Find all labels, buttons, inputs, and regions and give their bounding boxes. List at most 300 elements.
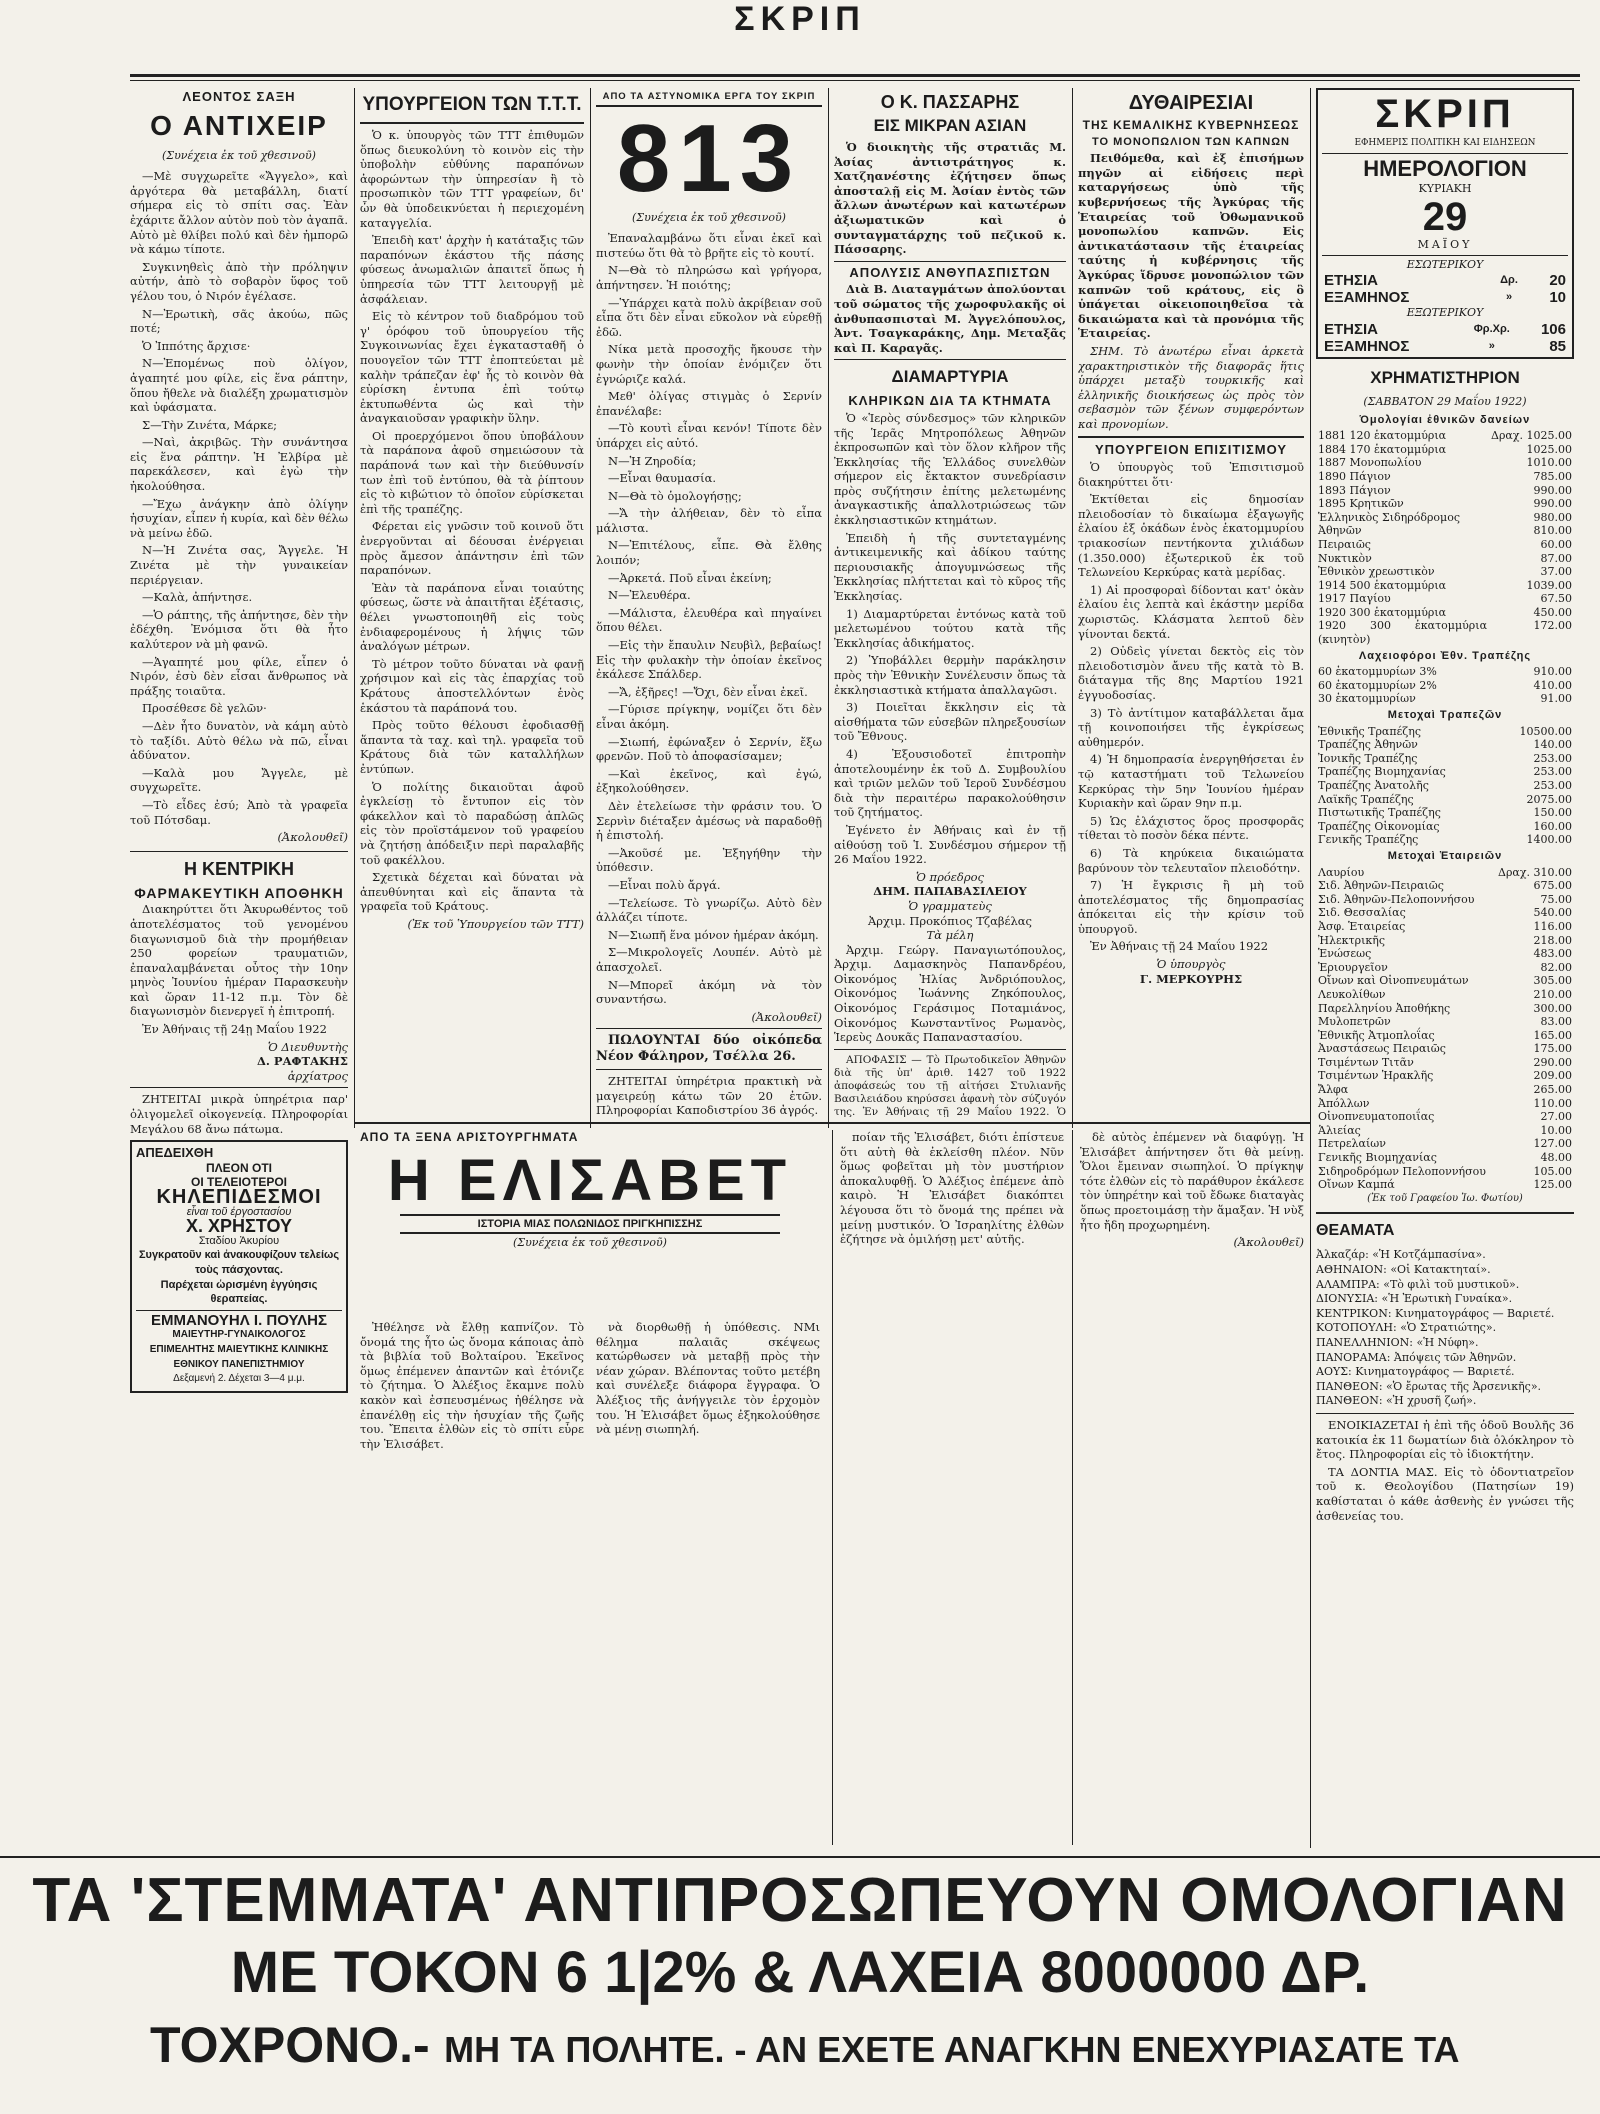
exchange-value: 60.00 xyxy=(1540,537,1572,551)
ad-line: Δεξαμενή 2. Δέχεται 3—4 μ.μ. xyxy=(173,1373,305,1385)
feuilleton-col-2 xyxy=(596,1320,820,1840)
feuilleton-title: Η ΕΛΙΣΑΒΕΤ xyxy=(387,1148,793,1213)
ad-line: Σταδίου Ἀκυρίου xyxy=(198,1234,280,1247)
paragraph: ΣΗΜ. Τὸ ἀνωτέρω εἶναι ἀρκετὰ χαρακτηριστικὸν τῆς διαφορᾶς ἥτις ὑπάρχει μεταξὺ τουρκικῆς καὶ ἑλληνικῆς διοικήσεως ὡς πρὸς τὸν σεβασμὸν τῶν ξένων συμφερόντων καὶ προνομίων. xyxy=(1078,343,1304,431)
exchange-value: 175.00 xyxy=(1533,1042,1572,1056)
calendar-date: 29 xyxy=(1422,195,1468,240)
exchange-item: Παρελληνίου Ἀποθήκης xyxy=(1318,1001,1451,1015)
exchange-row xyxy=(1316,1029,1574,1043)
exchange-value: 210.00 xyxy=(1533,987,1572,1001)
theatre-listing: ΔΙΟΝΥΣΙΑ: «Ἡ Ἐρωτικὴ Γυναίκα». xyxy=(1316,1292,1513,1306)
signature-role: Ὁ γραμματεὺς xyxy=(908,898,992,913)
classified-ad: ΠΩΛΟΥΝΤΑΙ δύο οἰκόπεδα Νέον Φάληρον, Τσέλλα 26. xyxy=(596,1033,822,1065)
paragraph: 4) Ἡ δημοπρασία ἐνεργηθήσεται ἐν τῷ καταστήματι τοῦ Τελωνείου Κερκύρας τὴν 5ην Ἰουνίου ἡμέραν Κυριακὴν καὶ ὥραν 9ην π.μ. xyxy=(1078,752,1304,811)
subscription-row xyxy=(1322,321,1568,338)
paragraph: —Καὶ ἐκεῖνος, καὶ ἐγώ, ἐξηκολούθησεν. xyxy=(596,766,822,796)
exchange-value: 67.50 xyxy=(1540,592,1572,606)
paragraph: —Ὁ ράπτης, τῆς ἀπήντησε, δὲν τὴν ἐδέχθη. Ἐνόμισα ὅτι θὰ ἦτο καλύτερον νὰ μὴ φανῶ. xyxy=(130,607,348,651)
court-notice: ΑΠΟΦΑΣΙΣ — Τὸ Πρωτοδικεῖον Ἀθηνῶν διὰ τῆς ὑπ' ἀριθ. 1427 τοῦ 1922 ἀποφάσεώς του τῇ αἰτήσει Στυλιανῆς Βασιλειάδου κηρύσσει ἀφανὴ τὸν σύζυγόν της. Ἐν Ἀθήναις τῇ 29 Μαΐου 1922. Ὁ xyxy=(834,1053,1066,1118)
paragraph: —Καλὰ μου Ἄγγελε, μὲ συγχωρεῖτε. xyxy=(130,765,348,795)
feuilleton-kicker: ΑΠΟ ΤΑ ΞΕΝΑ ΑΡΙΣΤΟΥΡΓΗΜΑΤΑ xyxy=(360,1130,579,1144)
article-title: Ο ΑΝΤΙΧΕΙΡ xyxy=(150,109,328,141)
paragraph: Ν—Ἡ Ζηροδία; xyxy=(608,453,697,468)
exchange-value: 253.00 xyxy=(1533,779,1572,792)
exchange-row xyxy=(1316,793,1574,807)
notice-title-2: ΦΑΡΜΑΚΕΥΤΙΚΗ ΑΠΟΘΗΚΗ xyxy=(134,884,344,901)
exchange-row xyxy=(1316,484,1574,498)
calendar-title: ΗΜΕΡΟΛΟΓΙΟΝ xyxy=(1363,155,1527,181)
paragraph: Ἐκτίθεται εἰς δημοσίαν πλειοδοσίαν τὸ δικαίωμα ἐξαγωγῆς ἐλαίου ἐξ ὁκάδων ἑνὸς ἑκατομμυρίου τριακοσίων πεντήκοντα χιλιάδων (1.350.000) ἐξωτερικοῦ ἐκ τοῦ Τελωνείου Κερκύρας κατὰ μερίδας. xyxy=(1078,492,1304,580)
feuilleton-col-3 xyxy=(840,1130,1064,1845)
exchange-value: 410.00 xyxy=(1533,678,1572,692)
exchange-value: 127.00 xyxy=(1533,1137,1572,1151)
exchange-value: 980.00 xyxy=(1533,510,1572,524)
sub-currency: Φρ.Χρ. xyxy=(1473,322,1510,335)
article-title-2: ΤΗΣ ΚΕΜΑΛΙΚΗΣ ΚΥΒΕΡΝΗΣΕΩΣ xyxy=(1082,118,1300,132)
exchange-row xyxy=(1316,524,1574,538)
sub-price: 10 xyxy=(1549,289,1566,307)
article-kicker: Ο Κ. ΠΑΣΣΑΡΗΣ xyxy=(880,92,1020,112)
exchange-row xyxy=(1316,1178,1574,1192)
exchange-item: Ἄλφα xyxy=(1318,1083,1349,1097)
theatre-listing: ΠΑΝΕΛΛΗΝΙΟΝ: «Ἡ Νύφη». xyxy=(1316,1335,1479,1349)
paragraph: Νίκα μετὰ προσοχῆς ἤκουσε τὴν φωνὴν τὴν ὁποίαν ἐνόμιζεν ὅτι ἐγνώριζε καλά. xyxy=(596,342,822,386)
sub-currency: Δρ. xyxy=(1500,274,1518,287)
calendar-box xyxy=(1316,88,1574,359)
exchange-item: Οἰνοπνευματοποιΐας xyxy=(1318,1110,1435,1124)
sub-currency: » xyxy=(1505,291,1513,304)
paragraph: ποίαν τῆς Ἐλισάβετ, διότι ἐπίστευε ὅτι αὐτὴ θὰ ἐκλείσθη πλέον. Νῦν ὅμως φοβεῖται μὴ τὸν μυστήριον ἀποκαλυφθῇ. Ὁ Ἀλέξιος ἐπέμενε ἀπὸ καιρὸ. Ἡ Ἐλισάβετ διακόπτει λέγουσα ὅτι τὸ ὄνομά της πρέπει νὰ μείνῃ μυστικόν. Ὁ Ἰσραηλίτης ἐλθὼν ἐζήτησε νὰ ὁμιλήσῃ μετ' αὐτῆς. xyxy=(840,1130,1064,1247)
paragraph: —Ἀρκετά. Ποῦ εἶναι ἐκείνη; xyxy=(608,570,772,585)
sub-price: 85 xyxy=(1549,337,1566,355)
exchange-item: Ἐθνικῆς Ἀτμοπλοΐας xyxy=(1318,1028,1435,1042)
article-kicker: ΛΕΟΝΤΟΣ ΣΑΞΗ xyxy=(182,89,296,104)
exchange-value: 110.00 xyxy=(1533,1096,1572,1110)
theatre-listing: ΠΑΝΘΕΟΝ: «Ὁ ἔρωτας τῆς Ἀρσενικῆς». xyxy=(1316,1379,1542,1393)
signature-role: Τὰ μέλη xyxy=(926,928,974,943)
paragraph: Ὁ «Ἱερὸς σύνδεσμος» τῶν κληρικῶν τῆς Ἱερᾶς Μητροπόλεως Ἀθηνῶν ἐκπροσωπῶν καὶ τὸν ὅλον κλῆρον τῆς Ἐκκλησίας τῆς Ἑλλάδος συνελθὼν σήμερον εἰς ἔκτακτον συνεδρίασιν πρὸς συζήτησιν ἐπίτης μελετωμένης ἀναγκαστικῆς ἀπαλλοτριώσεως τῶν ἐκκλησιαστικῶν κτημάτων. xyxy=(834,410,1066,528)
exchange-value: 83.00 xyxy=(1540,1015,1572,1029)
paragraph: 2) Ὑποβάλλει θερμὴν παράκλησιν πρὸς τὴν Ἐθνικὴν Συνέλευσιν ὅπως τὰ ἐκκλησιαστικὰ κτήματα ἀπαλλαγῶσι. xyxy=(834,653,1066,697)
shares-table xyxy=(1316,725,1574,847)
subscription-table xyxy=(1322,321,1568,355)
column-4 xyxy=(834,88,1066,1118)
exchange-row xyxy=(1316,1165,1574,1179)
exchange-row xyxy=(1316,1097,1574,1111)
subscription-row xyxy=(1322,289,1568,306)
paragraph: Ν—Ἐρωτικὴ, σᾶς ἀκούω, πῶς ποτέ; xyxy=(130,306,348,336)
paragraph: —Εἶναι πολὺ ἄργά. xyxy=(608,877,721,892)
exchange-item: Ἑνώσεως xyxy=(1318,947,1372,961)
sub-price: 20 xyxy=(1549,272,1566,290)
signature-role: Ὁ πρόεδρος xyxy=(915,869,984,884)
exchange-item: Πιστωτικῆς Τραπέζης xyxy=(1318,806,1441,820)
paragraph: Εἰς τὸ κέντρον τοῦ διαδρόμου τοῦ γ' ὀρόφου τοῦ ὑπουργείου τῆς Συγκοινωνίας ἔχει ἐγκατασταθῆ ὁ πουογεῖον τῶν ΤΤΤ ἐποπτεύεται μὲ καλὴν τράπεζαν ἐφ' ἧς τὸ κοινὸν θὰ εὑρίσκη ἐντυπα ἐπὶ τούτῳ ἐκτυπωθέντα ὡς καὶ τὴν ἀναγκαιοῦσαν γραφικὴν ὕλην. xyxy=(360,309,584,426)
article-title-2: ΚΛΗΡΙΚΩΝ ΔΙΑ ΤΑ ΚΤΗΜΑΤΑ xyxy=(848,393,1052,409)
classified-ad: ΤΑ ΔΟΝΤΙΑ ΜΑΣ. Εἰς τὸ ὁδοντιατρεῖον τοῦ κ. Θεολογίδου (Πατησίων 19) καθίσταται ὁ κάθε ἀσθενὴς ἐν γνώσει τῆς ἀσθενείας του. xyxy=(1316,1464,1574,1523)
feuilleton-continued: (Συνέχεια ἐκ τοῦ χθεσινοῦ) xyxy=(513,1236,667,1249)
paragraph: —Μὲ συγχωρεῖτε «Ἄγγελο», καὶ ἀργότερα θὰ μεταβάλλη, διατί σήμερα εἰς τὸ σπίτι σας. Ἐὰν ἐχάριτε ἄλλον αὐτὸν ποὺ τὸν ἀγαπᾶ. Αὐτὸ μὲ θλίβει πολύ καὶ δὲν ἠμπορῶ νὰ κάμω τίποτε. xyxy=(130,169,348,257)
article-title: ΑΠΟΛΥΣΙΣ ΑΝΘΥΠΑΣΠΙΣΤΩΝ xyxy=(849,264,1051,280)
paragraph: Ν—Ἐπομένως ποὺ ὀλίγον, ἀγαπητέ μου φίλε, εἰς ἕνα ράπτην, ὅπου ἤθελε νὰ διαλέξη χρωματισμὸν καὶ ὑφάσματα. xyxy=(130,356,348,415)
exchange-item: Τσιμέντων Τιτᾶν xyxy=(1318,1055,1414,1069)
subscription-domestic: ΕΣΩΤΕΡΙΚΟΥ xyxy=(1406,257,1484,271)
exchange-row xyxy=(1316,1015,1574,1029)
paragraph: Τὸ μέτρον τοῦτο δύναται νὰ φανῇ χρήσιμον καὶ εἰς τὰς ἐπαρχίας τοῦ Κράτους ἀποστελλόντων ἑνὸς ἑκάστου τὰ παράπονά του. xyxy=(360,656,584,715)
exchange-item: 1893 Πάγιον xyxy=(1318,483,1391,497)
exchange-value: 75.00 xyxy=(1540,892,1572,906)
exchange-date: (ΣΑΒΒΑΤΟΝ 29 Μαΐου 1922) xyxy=(1363,394,1527,408)
sidebar xyxy=(1316,88,1574,1848)
sub-currency: » xyxy=(1488,339,1495,352)
sidebar-tagline: ΕΦΗΜΕΡΙΣ ΠΟΛΙΤΙΚΗ ΚΑΙ ΕΙΔΗΣΕΩΝ xyxy=(1354,138,1536,148)
exchange-row xyxy=(1316,579,1574,593)
paragraph: Συγκινηθεὶς ἀπὸ τὴν πρόληψιν αὐτήν, ἀπὸ τὸ σοβαρὸν ὕφος τοῦ γέλου του, ὁ Νιρόν ἐγέλασε. xyxy=(130,259,348,303)
section-divider xyxy=(0,1856,1600,1858)
exchange-value: 290.00 xyxy=(1533,1055,1572,1069)
banner-line-3 xyxy=(150,2016,1570,2074)
banner-line-3b: ΜΗ ΤΑ ΠΟΛΗΤΕ. - ΑΝ ΕΧΕΤΕ ΑΝΑΓΚΗΝ ΕΝΕΧΥΡΙΑΣΑΤΕ ΤΑ xyxy=(444,2029,1460,2070)
column-2 xyxy=(360,88,584,1118)
exchange-row xyxy=(1316,619,1574,646)
exchange-value: 209.00 xyxy=(1533,1069,1572,1083)
exchange-row xyxy=(1316,866,1574,880)
exchange-item: Ἰονικῆς Τραπέζης xyxy=(1318,751,1418,765)
signature-name: Ἀρχιμ. Προκόπιος Τζαβέλας xyxy=(867,913,1032,928)
exchange-row xyxy=(1316,779,1574,793)
exchange-item: Ἀθηνῶν xyxy=(1318,524,1362,538)
paragraph: —Σιωπή, ἐφώναξεν ὁ Σερνίν, ἔξω φρενῶν. Ποῦ τὸ ἀποφασίσαμεν; xyxy=(596,734,822,764)
paragraph: Σχετικὰ δέχεται καὶ δύναται νὰ ἀπευθύνηται καὶ εἰς ἅπαντα τὰ γραφεῖα τοῦ Κράτους. xyxy=(360,870,584,914)
exchange-item: Ἁλιείας xyxy=(1318,1123,1361,1137)
masthead-rule-2 xyxy=(130,80,1580,81)
feuilleton-col-4 xyxy=(1080,1130,1304,1845)
exchange-value: 675.00 xyxy=(1533,879,1572,893)
exchange-item: Τραπέζης Ἀθηνῶν xyxy=(1318,738,1418,752)
advertisement-box xyxy=(130,1140,348,1393)
exchange-value: 82.00 xyxy=(1540,960,1572,974)
exchange-row xyxy=(1316,692,1574,706)
paragraph: Πειθόμεθα, καὶ ἐξ ἐπισήμων πηγῶν αἱ εἰδήσεις περὶ καταργήσεως ὑπὸ τῆς κυβερνήσεως τῆς Ἀγκύρας τῆς Ἑταιρείας τοῦ Ὀθωμανικοῦ μονοπωλίου καπνῶν. Εἰς ἀντικατάστασιν τῆς ἑταιρείας ταύτης ἡ κυβέρνησις τῆς Ἀγκύρας ἵδρυσε μονοπώλιον τῶν καπνῶν τοῦ κράτους, εἰς ὃ ὑπάγεται οἰκειοποιηθεῖσα τὰ δικαιώματα καὶ τὰ προνόμια τῆς Ἑταιρείας. xyxy=(1078,151,1304,341)
column-divider xyxy=(1072,1130,1073,1845)
exchange-item: 60 ἑκατομμυρίων 2% xyxy=(1318,678,1437,692)
paragraph: —Τὸ εἶδες ἐσύ; Ἀπὸ τὰ γραφεῖα τοῦ Πότσδαμ. xyxy=(130,797,348,827)
exchange-row xyxy=(1316,1124,1574,1138)
exchange-value: 172.00 xyxy=(1533,619,1572,633)
bonds-title: Ὁμολογίαι ἐθνικῶν δανείων xyxy=(1359,413,1531,426)
exchange-value: 1025.00 xyxy=(1526,442,1572,456)
section-header: ΑΠΟ ΤΑ ΑΣΤΥΝΟΜΙΚΑ ΕΡΓΑ ΤΟΥ ΣΚΡΙΠ xyxy=(596,90,822,107)
paragraph: —Δὲν ἦτο δυνατὸν, νὰ κάμη αὐτὸ τὸ ταξίδι. Αὐτὸ θέλω νὰ πῶ, εἶναι ἀδύνατον. xyxy=(130,718,348,763)
exchange-item: Τραπέζης Οἰκονομίας xyxy=(1318,819,1440,833)
paragraph: Διὰ Β. Διαταγμάτων ἀπολύονται τοῦ σώματος τῆς χωροφυλακῆς οἱ ἀνθυπασπισταὶ Μ. Ἀγγελόπουλος, Ἀντ. Τσαγκαράκης, Δημ. Μεταξᾶς καὶ Π. Καραγᾶς. xyxy=(834,282,1066,355)
paragraph: Ὁ ὑπουργὸς τοῦ Ἐπισιτισμοῦ διακηρύττει ὅτι· xyxy=(1078,460,1304,489)
column-divider xyxy=(1072,88,1073,1128)
exchange-item: 1914 500 ἑκατομμύρια xyxy=(1318,578,1447,592)
exchange-value: 305.00 xyxy=(1533,974,1572,988)
subscription-row xyxy=(1322,272,1568,289)
notice-title: Η ΚΕΝΤΡΙΚΗ xyxy=(183,858,294,879)
ad-headline: ΚΗΛΕΠΙΔΕΣΜΟΙ xyxy=(156,1186,322,1208)
exchange-item: 1881 120 ἑκατομμύρια xyxy=(1318,429,1447,443)
column-divider xyxy=(1310,88,1311,1848)
paragraph: 5) Ὡς ἐλάχιστος ὅρος προσφορᾶς τίθεται τὸ ποσὸν δέκα πέντε. xyxy=(1078,813,1304,843)
paragraph: —Τὸ κουτὶ εἶναι κενόν! Τίποτε δὲν ὑπάρχει εἰς αὐτό. xyxy=(596,421,822,450)
exchange-value: Δραχ. 310.00 xyxy=(1498,865,1572,879)
paragraph: —Εἶναι θαυμασία. xyxy=(608,471,717,486)
paragraph: 2) Οὐδεὶς γίνεται δεκτὸς εἰς τὸν πλειοδοτισμὸν ἄνευ τῆς κατὰ τὸ Β. διάταγμα τῆς 8ης Μαρτίου 1921 ἐγγυοδοσίας. xyxy=(1078,644,1304,702)
exchange-item: 1887 Μονοπωλίου xyxy=(1318,456,1422,470)
exchange-value: 810.00 xyxy=(1533,524,1572,538)
exchange-row xyxy=(1316,906,1574,920)
exchange-row xyxy=(1316,665,1574,679)
column-divider xyxy=(832,1130,833,1845)
exchange-row xyxy=(1316,592,1574,606)
paragraph: Ν—Μπορεῖ ἀκόμη νὰ τὸν συναντήσω. xyxy=(596,977,822,1007)
paragraph: Ἐγένετο ἐν Ἀθήναις καὶ ἐν τῇ αἰθούσῃ τοῦ Ἱ. Συνδέσμου σήμερον τῇ 26 Μαΐου 1922. xyxy=(834,822,1066,867)
exchange-value: 1400.00 xyxy=(1526,833,1572,847)
signature-role: Ὁ ὑπουργὸς xyxy=(1156,957,1226,972)
paragraph: —Γύρισε πρίγκηψ, νομίζει ὅτι δὲν εἶναι ἀκόμη. xyxy=(596,702,822,731)
theatre-listing: ΠΑΝΟΡΑΜΑ: Ἀπόψεις τῶν Ἀθηνῶν. xyxy=(1316,1350,1517,1364)
exchange-item: Τραπέζης Ἀνατολῆς xyxy=(1318,779,1429,792)
paragraph: 3) Τὸ ἀντίτιμον καταβάλλεται ἄμα τῇ κοινοποιήσει τῆς ἐγκρίσεως αὐθημερόν. xyxy=(1078,705,1304,749)
ad-line: ΜΑΙΕΥΤΗΡ-ΓΥΝΑΙΚΟΛΟΓΟΣ xyxy=(172,1329,306,1341)
exchange-value: 150.00 xyxy=(1533,806,1572,820)
to-be-continued: (Ἀκολουθεῖ) xyxy=(751,1009,822,1024)
exchange-value: 10.00 xyxy=(1540,1123,1572,1137)
exchange-row xyxy=(1316,1083,1574,1097)
exchange-item: Ἐθνικῆς Τραπέζης xyxy=(1318,724,1422,738)
notice-signature-title: ἀρχίατρος xyxy=(287,1068,348,1083)
paragraph: Ν—Ἐπιτέλους, εἶπε. Θὰ ἔλθης λοιπόν; xyxy=(596,538,822,568)
exchange-value: 105.00 xyxy=(1533,1164,1572,1178)
exchange-item: Γενικῆς Βιομηχανίας xyxy=(1318,1151,1437,1165)
subscription-table xyxy=(1322,272,1568,306)
sidebar-logo: ΣΚΡΙΠ xyxy=(1375,92,1515,136)
article-title: ΔΙΑΜΑΡΤΥΡΙΑ xyxy=(891,367,1009,387)
exchange-row xyxy=(1316,820,1574,834)
exchange-row xyxy=(1316,1110,1574,1124)
subscription-foreign: ΕΞΩΤΕΡΙΚΟΥ xyxy=(1406,306,1484,320)
bank-table xyxy=(1316,665,1574,706)
notice-text: Διακηρύττει ὅτι Ἀκυρωθέντος τοῦ ἀποτελέσματος τοῦ γενομένου διαγωνισμοῦ διὰ τὴν προμήθειαν 250 φορείων τραυματιῶν, ἐπαναλαμβάνεται οὗτος τὴν 10ην μηνὸς Ἰουνίου ἡμέραν Παρασκευὴν καὶ ὥραν 11-12 π.μ. Τὸν δὲ διαγωνισμὸν διενεργεῖ ἡ ἐπιτροπή. xyxy=(130,902,348,1019)
paragraph: Πρὸς τοῦτο θέλουσι ἐφοδιασθῇ ἅπαντα τὰ ταχ. καὶ τηλ. γραφεῖα τοῦ Κράτους διὰ τῶν καταλλήλων ἐντύπων. xyxy=(360,718,584,776)
article-source: (Ἐκ τοῦ Ὑπουργείου τῶν ΤΤΤ) xyxy=(407,916,584,931)
paragraph: Ὁ κ. ὑπουργὸς τῶν ΤΤΤ ἐπιθυμῶν ὅπως διευκολύνη τὸ κοινὸν εἰς τὴν ὑποβολὴν εὐθύνης παραπόνων ἀφορώντων τὴν ὑπηρεσίαν ἢ τὸ προσωπικὸν τῶν ΤΤΤ γραφείων, δι' ὧν θὰ ὑποδεικνύεται ἡ περιεχομένη καταγγελία. xyxy=(360,128,584,230)
paragraph: Ν—Θὰ τὸ ὁμολογήσῃς; xyxy=(608,488,742,503)
to-be-continued: (Ἀκολουθεῖ) xyxy=(1233,1235,1304,1250)
exchange-item: 1895 Κρητικῶν xyxy=(1318,497,1404,511)
exchange-row xyxy=(1316,429,1574,443)
exchange-item: Τσιμέντων Ἡρακλῆς xyxy=(1318,1069,1434,1083)
exchange-value: 160.00 xyxy=(1533,819,1572,833)
exchange-item: Γενικῆς Τραπέζης xyxy=(1318,833,1419,847)
exchange-value: 540.00 xyxy=(1533,906,1572,920)
ad-line: Παρέχεται ὡρισμένη ἐγγύησις θεραπείας. xyxy=(160,1278,318,1306)
column-1 xyxy=(130,88,348,1848)
paragraph: —Τελείωσε. Τὸ γνωρίζω. Αὐτὸ δὲν ἀλλάζει τίποτε. xyxy=(596,895,822,925)
notice-date: Ἐν Ἀθήναις τῇ 24 Μαΐου 1922 xyxy=(1090,939,1269,954)
exchange-row xyxy=(1316,1137,1574,1151)
exchange-row xyxy=(1316,511,1574,525)
classified-ad: ΖΗΤΕΙΤΑΙ μικρὰ ὑπηρέτρια παρ' ὀλιγομελεῖ οἰκογενείᾳ. Πληροφορίαι Μεγάλου 68 ἄνω πάτωμα. xyxy=(130,1092,348,1136)
article-title: ΕΙΣ ΜΙΚΡΑΝ ΑΣΙΑΝ xyxy=(873,116,1027,135)
paragraph: Ὁ Ἰππότης ἄρχισε· xyxy=(142,338,251,353)
exchange-row xyxy=(1316,538,1574,552)
paragraph: —Μάλιστα, ἐλευθέρα καὶ πηγαίνει ὅπου θέλει. xyxy=(596,605,822,635)
paragraph: Ὁ πολίτης δικαιοῦται ἀφοῦ ἐγκλείσῃ τὸ ἔντυπον εἰς τὸν φάκελλον καὶ τὸ παραδώσῃ ἁπλῶς εἰς τὸν προϊστάμενον τοῦ γραφείου νὰ ζητήσῃ ἀπόδειξιν περὶ παραλαβῆς τοῦ φακέλλου. xyxy=(360,779,584,867)
exchange-item: Σιδ. Ἀθηνῶν-Πελοποννήσου xyxy=(1318,892,1475,906)
exchange-value: 48.00 xyxy=(1540,1151,1572,1165)
paragraph: 3) Ποιεῖται ἔκκλησιν εἰς τὰ αἰσθήματα τῶν εὐσεβῶν πληρεξουσίων τοῦ Ἔθνους. xyxy=(834,700,1066,744)
ad-line: ΕΠΙΜΕΛΗΤΗΣ ΜΑΙΕΥΤΙΚΗΣ ΚΛΙΝΙΚΗΣ xyxy=(149,1343,329,1355)
exchange-value: 91.00 xyxy=(1540,692,1572,706)
paragraph: —Εἰς τὴν ἔπαυλιν Νευβὶλ, βεβαίως! Εἰς τὴν φυλακὴν τὴν ὁποίαν ἐκεῖνος ἐκάλεσε Σπάλδερ. xyxy=(596,638,822,682)
paragraph: Οἱ προερχόμενοι ὅπου ὑποβάλουν τὰ παράπονα ἀφοῦ σημειώσουν τὰ παράπονά των καὶ τὴν διεύθυνσίν των ἐπὶ τοῦ ἐντύπου, θὰ τὰ ῥίπτουν εἰς τὸ κιβώτιον τὸ ὁποῖον εὑρίσκεται ἐπὶ τῆς τραπέζης. xyxy=(360,428,584,516)
calendar-month: ΜΑΪΟΥ xyxy=(1417,238,1473,252)
subscription-row xyxy=(1322,338,1568,355)
paragraph: 4) Ἐξουσιοδοτεῖ ἐπιτροπὴν ἀποτελουμένην ἐκ τοῦ Δ. Συμβουλίου καὶ τριῶν μελῶν τοῦ Ἱεροῦ Συνδέσμου διὰ τὴν περαιτέρω παρακολούθησιν τοῦ ζητήματος. xyxy=(834,746,1066,820)
exchange-item: Ἀσφ. Ἑταιρείας xyxy=(1318,919,1406,933)
exchange-item: 1884 170 ἑκατομμύρια xyxy=(1318,442,1447,456)
exchange-item: Λαυρίου xyxy=(1318,865,1365,879)
serial-title: 813 xyxy=(616,104,802,212)
ad-line: Συγκρατοῦν καὶ ἀνακουφίζουν τελείως τοὺς πάσχοντας. xyxy=(138,1249,340,1276)
exchange-row xyxy=(1316,1002,1574,1016)
exchange-item: Ἑλληνικὸς Σιδηρόδρομος xyxy=(1318,510,1460,524)
column-divider xyxy=(354,88,355,1128)
column-3 xyxy=(596,88,822,1118)
exchange-row xyxy=(1316,974,1574,988)
banner-line-3a: ΤΟΧΡΟΝΟ.- xyxy=(150,2017,430,2073)
theatre-listing: ΚΟΤΟΠΟΥΛΗ: «Ὁ Στρατιώτης». xyxy=(1316,1321,1497,1335)
exchange-value: 37.00 xyxy=(1540,565,1572,579)
paragraph: 1) Διαμαρτύρεται ἐντόνως κατὰ τοῦ μελετωμένου τούτου κατὰ τῆς Ἐκκλησίας ἀδικήματος. xyxy=(834,606,1066,650)
exchange-row xyxy=(1316,806,1574,820)
exchange-row xyxy=(1316,725,1574,739)
exchange-item: 30 ἑκατομμυρίων xyxy=(1318,692,1416,706)
banner-line-2: ΜΕ ΤΟΚΟΝ 6 1|2% & ΛΑΧΕΙΑ 8000000 ΔΡ. xyxy=(230,1940,1370,2005)
paragraph: Ν—Σιωπῆ ἕνα μόνον ἡμέραν ἀκόμη. xyxy=(608,927,819,942)
exchange-value: 27.00 xyxy=(1540,1110,1572,1124)
exchange-value: 300.00 xyxy=(1533,1001,1572,1015)
paragraph: —Ναὶ, ἀκριβῶς. Τὴν συνάντησα εἰς ἕνα ράπτην. Ἡ Ἐλβίρα μὲ παρεκάλεσεν, καὶ ἐγὼ τὴν ἠκολούθησα. xyxy=(130,435,348,494)
theatres-title: ΘΕΑΜΑΤΑ xyxy=(1316,1222,1395,1240)
paragraph: Φέρεται εἰς γνῶσιν τοῦ κοινοῦ ὅτι ἐνεργοῦνται αἱ δέουσαι ἐνέργειαι πρὸς ἄμεσον ἀπάντησιν ἐπὶ τῶν παραπόνων. xyxy=(360,519,584,578)
theatre-listing: ΑΛΑΜΠΡΑ: «Τὸ φιλὶ τοῦ μυστικοῦ». xyxy=(1316,1277,1520,1291)
paragraph: Ν—Θὰ τὸ πληρώσω καὶ γρήγορα, ἀπήντησεν. Ἡ ποιότης; xyxy=(596,263,822,292)
paragraph: —Ἀκοῦσέ με. Ἐξηγήθην τὴν ὑπόθεσιν. xyxy=(596,845,822,875)
paragraph: —Ἔχω ἀνάγκην ἀπὸ ὀλίγην ἡσυχίαν, εἶπεν ἡ κυρία, καὶ δὲν θέλω νὰ μείνω ἐδῶ. xyxy=(130,496,348,540)
masthead-title: ΣΚΡΙΠ xyxy=(734,0,866,38)
exchange-item: Ἀναστάσεως Πειραιῶς xyxy=(1318,1042,1446,1056)
exchange-value: 265.00 xyxy=(1533,1083,1572,1097)
ad-line: ΕΘΝΙΚΟΥ ΠΑΝΕΠΙΣΤΗΜΙΟΥ xyxy=(173,1358,305,1370)
exchange-item: Ἠλεκτρικῆς xyxy=(1318,933,1386,947)
theatres-list xyxy=(1316,1248,1574,1409)
paragraph: —Ἀγαπητέ μου φίλε, εἶπεν ὁ Νιρόν, ἐσὺ δὲν εἶσαι ἄνθρωπος νὰ πράξης τοιαῦτα. xyxy=(130,654,348,698)
ad-name: Χ. ΧΡΗΣΤΟΥ xyxy=(186,1216,292,1237)
exchange-value: 253.00 xyxy=(1533,765,1572,779)
paragraph: —Ὑπάρχει κατὰ πολὺ ἀκρίβειαν σοῦ εἶπα ὅτι δὲν εἶναι εὔκολον νὰ εὑρεθῇ ἐδῶ. xyxy=(596,295,822,339)
exchange-row xyxy=(1316,893,1574,907)
ad-line: ΟΙ ΤΕΛΕΙΟΤΕΡΟΙ xyxy=(190,1175,288,1190)
exchange-value: 450.00 xyxy=(1533,605,1572,619)
exchange-row xyxy=(1316,443,1574,457)
exchange-row xyxy=(1316,1069,1574,1083)
exchange-value: 483.00 xyxy=(1533,947,1572,961)
exchange-row xyxy=(1316,1151,1574,1165)
paragraph: νὰ διορθωθῇ ἡ ὑπόθεσις. ΝΜι θέλημα παλαιᾶς σκέψεως κατώρθωσεν νὰ μεταβῇ πρὸς τὴν νέαν χώραν. Βλέποντας τοῦτο μετέβη καὶ συνέλεξε διάφορα ἔγγραφα. Ὁ Ἀλέξιος τῆς ἀνήγγειλε τὸν ἐρχομὸν του. Ἡ Ἐλισάβετ ὅμως ἐξηκολούθησε νὰ μένῃ σιωπηλή. xyxy=(596,1320,820,1437)
exchange-value: 125.00 xyxy=(1533,1178,1572,1192)
exchange-value: 87.00 xyxy=(1540,551,1572,565)
exchange-row xyxy=(1316,920,1574,934)
classified-ad: ΕΝΟΙΚΙΑΖΕΤΑΙ ἡ ἐπὶ τῆς ὁδοῦ Βουλῆς 36 κατοικία ἐκ 11 δωματίων διὰ ὁλόκληρον τὸ ἔτος. Πληροφορίαι εἰς τὸ ἰδιοκτήτην. xyxy=(1316,1417,1574,1462)
masthead-rule xyxy=(130,74,1580,77)
sub-label: ΕΤΗΣΙΑ xyxy=(1324,320,1379,338)
signature-name: Γ. ΜΕΡΚΟΥΡΗΣ xyxy=(1139,971,1243,986)
paragraph: 6) Τὰ κηρύκεια δικαιώματα βαρύνουν τὸν τελευταῖον πλειοδότην. xyxy=(1078,845,1304,875)
sub-label: ΕΤΗΣΙΑ xyxy=(1324,272,1379,290)
exchange-item: Λευκολίθων xyxy=(1318,987,1386,1001)
exchange-row xyxy=(1316,470,1574,484)
theatre-listing: ΑΘΗΝΑΙΟΝ: «Οἱ Κατακτηταί». xyxy=(1316,1263,1491,1276)
paragraph: δὲ αὐτὸς ἐπέμενεν νὰ διαφύγῃ. Ἡ Ἐλισάβετ ἀπήντησεν ὅτι θὰ μείνῃ. Ὅλοι ἔμειναν σιωπηλοί. Ὁ πρίγκηψ τότε ἐλθὼν εἰς τὸ παράθυρον ἐκάλεσε τὸν ὑπηρέτην καὶ τοῦ ἔδωκε διαταγὰς ὅπως προετοιμάσῃ τὴν ἅμαξαν. Ἡ νὺξ ἦτο ἤδη προχωρημένη. xyxy=(1080,1130,1304,1232)
exchange-item: 1920 300 ἑκατομμύρια (κινητὸν) xyxy=(1318,619,1487,647)
article-title-3: ΤΟ ΜΟΝΟΠΩΛΙΟΝ ΤΩΝ ΚΑΠΝΩΝ xyxy=(1092,135,1290,148)
exchange-value: 990.00 xyxy=(1533,483,1572,497)
bonds-table xyxy=(1316,429,1574,647)
paragraph: 7) Ἡ ἔγκρισις ἢ μὴ τοῦ ἀποτελέσματος τῆς δημοπρασίας ἀπόκειται εἰς τὴν κρίσιν τοῦ ὑπουργοῦ. xyxy=(1078,878,1304,936)
exchange-item: 1920 300 ἑκατομμύρια xyxy=(1318,605,1447,619)
exchange-row xyxy=(1316,552,1574,566)
paragraph: —Καλὰ, ἀπήντησε. xyxy=(142,590,253,605)
theatre-listing: ΠΑΝΘΕΟΝ: «Ἡ χρυσῆ ζωή». xyxy=(1316,1394,1477,1408)
paragraph: Ἠθέλησε νὰ ἔλθῃ καπνίζον. Τὸ ὄνομά της ἦτο ὡς ὄνομα κάποιας ἀπὸ τὰ βιβλία τοῦ Βολταίρου. Ἐκεῖνος ὅμως ἐπέμενεν ἀπαντῶν καὶ ἐτόνιζε τὸ ζήτημα. Ὁ Ἀλέξιος ἔκαμνε πολὺ κακὸν καὶ ἐσπευσμένως ἠθέλησε νὰ ἐπανέλθῃ εἰς τὴν ἡσυχίαν τῆς ζωῆς του. Ἔπειτα ἐλθὼν εἰς τὸ σπίτι εὗρε τὴν Ἐλισάβετ. xyxy=(360,1320,584,1451)
exchange-value: 2075.00 xyxy=(1526,792,1572,806)
exchange-row xyxy=(1316,606,1574,620)
column-divider xyxy=(828,88,829,1128)
exchange-row xyxy=(1316,1056,1574,1070)
exchange-value: Δραχ. 1025.00 xyxy=(1491,429,1572,443)
companies-title: Μετοχαὶ Ἑταιρειῶν xyxy=(1387,849,1503,862)
exchange-row xyxy=(1316,752,1574,766)
ad-name: ΕΜΜΑΝΟΥΗΛ Ι. ΠΟΥΛΗΣ xyxy=(151,1311,327,1329)
exchange-value: 165.00 xyxy=(1533,1028,1572,1042)
article-title: ΥΠΟΥΡΓΕΙΟΝ ΕΠΙΣΙΤΙΣΜΟΥ xyxy=(1094,442,1288,458)
exchange-title: ΧΡΗΜΑΤΙΣΤΗΡΙΟΝ xyxy=(1370,367,1520,387)
paragraph: Ἐὰν τὰ παράπονα εἶναι τοιαύτης φύσεως, ὥστε νὰ ἀπαιτῆται ἐξέτασις, θέλει γνωστοποιηθῆ εἰς τοὺς ἐνδιαφερομένους ἡ λήψις τῶν ἀναλόγων μέτρων. xyxy=(360,580,584,654)
exchange-item: Τραπέζης Βιομηχανίας xyxy=(1318,765,1446,779)
paragraph: Προσέθεσε δὲ γελῶν· xyxy=(142,701,267,716)
paragraph: 1) Αἱ προσφοραὶ δίδονται κατ' ὀκὰν ἐλαίου ἐις λεπτὰ καὶ ἑκάστην μερίδα χωριστῶς. Κλάσματα λεπτοῦ δὲν γίνονται δεκτά. xyxy=(1078,582,1304,641)
paragraph: —Ἄ, ἐξῆρες! —Ὄχι, δὲν εἶναι ἐκεῖ. xyxy=(608,684,808,699)
exchange-row xyxy=(1316,879,1574,893)
exchange-item: Σιδ. Θεσσαλίας xyxy=(1318,906,1406,920)
signature-name: ΔΗΜ. ΠΑΠΑΒΑΣΙΛΕΙΟΥ xyxy=(873,884,1027,899)
banner-line-1: ΤΑ 'ΣΤΕΜΜΑΤΑ' ΑΝΤΙΠΡΟΣΩΠΕΥΟΥΝ ΟΜΟΛΟΓΙΑΝ xyxy=(32,1866,1568,1935)
to-be-continued: (Ἀκολουθεῖ) xyxy=(277,830,348,845)
exchange-row xyxy=(1316,738,1574,752)
sub-label: ΕΞΑΜΗΝΟΣ xyxy=(1324,337,1410,355)
paragraph: Ν—Ἐλευθέρα. xyxy=(608,588,691,603)
exchange-value: 1039.00 xyxy=(1526,578,1572,592)
feuilleton-header xyxy=(360,1130,820,1255)
exchange-item: Σιδ. Ἀθηνῶν-Πειραιῶς xyxy=(1318,879,1444,893)
exchange-item: Ἐθνικὸν χρεωστικὸν xyxy=(1318,565,1435,579)
exchange-item: Πετρελαίων xyxy=(1318,1137,1386,1151)
